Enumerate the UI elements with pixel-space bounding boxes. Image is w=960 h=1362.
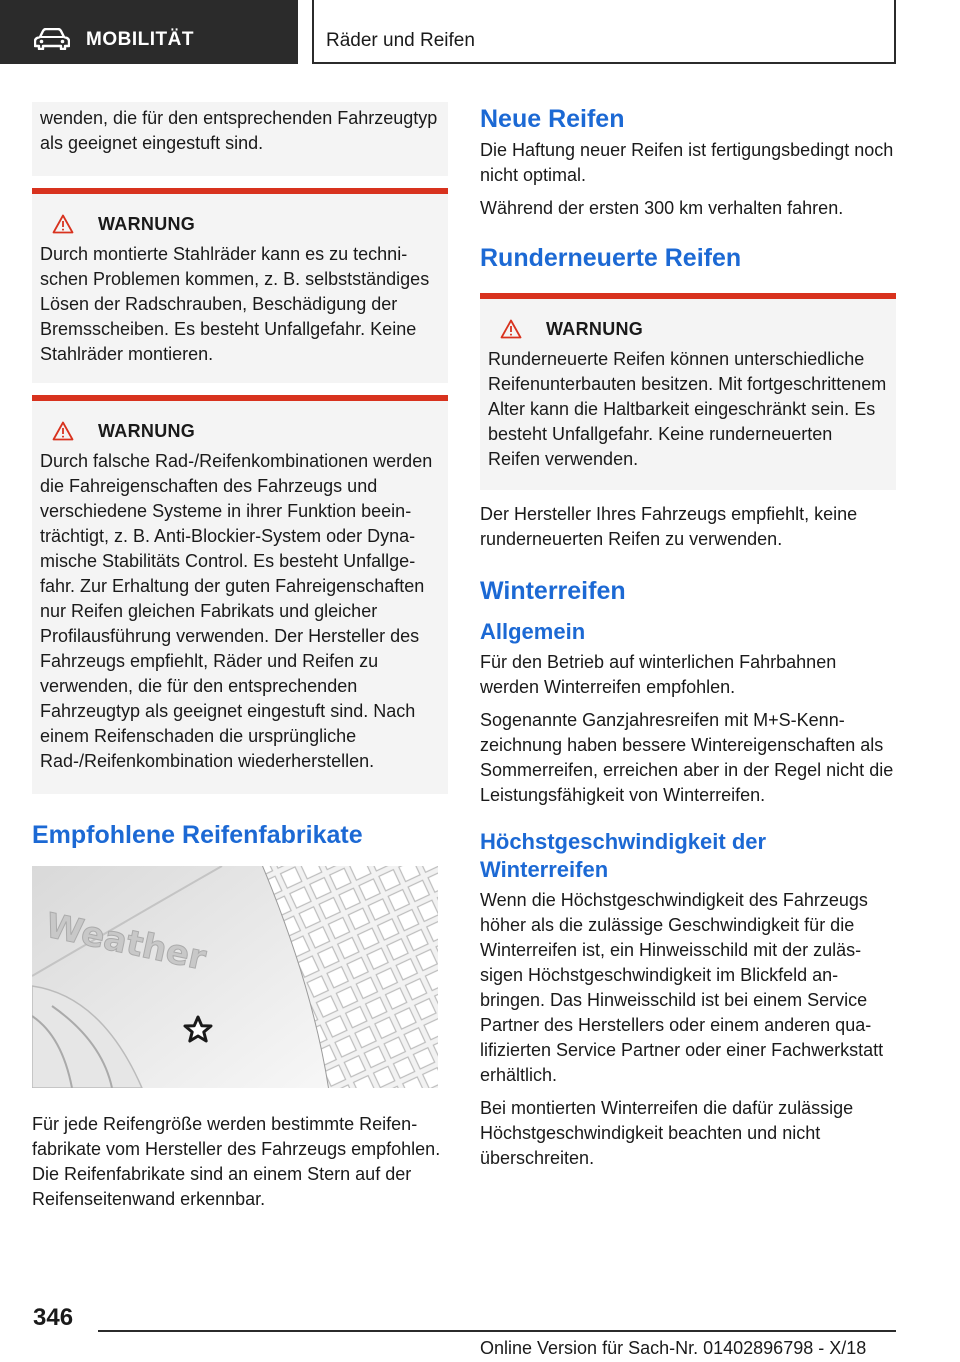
- tire-illustration: [32, 866, 438, 1088]
- continued-text: wenden, die für den entsprechenden Fahrzeugtyp als geeignet eingestuft sind.: [40, 108, 438, 153]
- section-label: MOBILITÄT: [86, 29, 194, 50]
- warning-text: Durch montierte Stahlräder kann es zu technischen Problemen kommen, z. B. selbstständiges Lösen der Radschrauben, Beschädigung der Bremsscheiben. Es besteht Unfallgefahr. Keine Stahlräder montieren.: [40, 244, 430, 364]
- warning-text: Durch falsche Rad-/Reifenkombinationen werden die Fahreigenschaften des Fahrzeugs und verschiedene Systeme in ihrer Funktion beeinträchtigt, z. B. Anti-Blockier-System oder Dynamische Stabilitäts Control. Es besteht Unfallgefahr. Zur Erhaltung der guten Fahreigenschaften nur Reifen gleichen Fabrikats und gleicher Profilausführung verwenden. Der Hersteller des Fahrzeugs empfiehlt, Räder und Reifen zu verwenden, die für den entsprechenden Fahrzeugtyp als geeignet eingestuft sind. Nach einem Reifenschaden die ursprüngliche Rad-/Reifenkombination wiederherstellen.: [40, 451, 433, 771]
- general-text-2: Sogenannte Ganzjahresreifen mit M+S-Kennzeichnung haben bessere Wintereigenschaften als Sommerreifen, erreichen aber in der Regel nicht die Leistungsfähigkeit von Winterreifen.: [480, 710, 894, 805]
- sidewall-lettering: Weather: [42, 905, 210, 979]
- warning-title: WARNUNG: [546, 319, 644, 339]
- right-column: [480, 104, 896, 1179]
- warning-text: Runderneuerte Reifen können unterschiedliche Reifenunterbauten besitzen. Mit fortgeschrittenem Alter kann die Haltbarkeit eingeschränkt sein. Es besteht Unfallgefahr. Keine runderneuerten Reifen verwenden.: [488, 349, 887, 469]
- warning-header: [52, 212, 440, 236]
- tire-sidewall-image: [32, 866, 438, 1088]
- left-column: [32, 102, 448, 1220]
- car-icon: [34, 28, 70, 50]
- general-text-1: Für den Betrieb auf winterlichen Fahrbahnen werden Winterreifen empfohlen.: [480, 652, 837, 697]
- retreaded-text: Der Hersteller Ihres Fahrzeugs empfiehlt, keine runderneuerten Reifen zu verwenden.: [480, 504, 858, 549]
- heading-general: Allgemein: [480, 619, 586, 644]
- max-speed-text-1: Wenn die Höchstgeschwindigkeit des Fahrzeugs höher als die zulässige Geschwindigkeit für die Winterreifen ist, ein Hinweisschild mit der zulässigen Höchstgeschwindigkeit im Blickfeld anbringen. Das Hinweisschild ist bei einem Service Partner des Herstellers oder einem anderen qualifizierten Service Partner oder einer Fachwerkstatt erhältlich.: [480, 890, 884, 1085]
- warning-title: WARNUNG: [98, 214, 196, 234]
- new-tires-text-1: Die Haftung neuer Reifen ist fertigungsbedingt noch nicht optimal.: [480, 140, 894, 185]
- warning-triangle-icon: [52, 214, 74, 234]
- footer-rule: [98, 1330, 896, 1332]
- heading-new-tires: Neue Reifen: [480, 105, 625, 133]
- warning-header: [52, 419, 440, 443]
- warning-triangle-icon: [52, 421, 74, 441]
- continued-box: [32, 102, 448, 176]
- warning-triangle-icon: [500, 319, 522, 339]
- new-tires-text-2: Während der ersten 300 km verhalten fahren.: [480, 198, 844, 218]
- warning-box-steel-wheels: [32, 188, 448, 383]
- warning-box-retreaded: [480, 293, 896, 490]
- page-number: 346: [33, 1304, 74, 1331]
- header-title-box: [312, 0, 896, 64]
- warning-box-wheel-combination: [32, 395, 448, 794]
- chapter-title: Räder und Reifen: [326, 30, 475, 51]
- warning-header: [500, 317, 888, 341]
- header-section-bar: [0, 0, 298, 64]
- warning-title: WARNUNG: [98, 421, 196, 441]
- heading-winter-tires: Winterreifen: [480, 577, 626, 605]
- heading-max-speed: Höchstgeschwindigkeit der Winterreifen: [480, 829, 767, 882]
- footer-version-text: Online Version für Sach-Nr. 01402896798 - X/18: [480, 1338, 867, 1358]
- heading-recommended-brands: Empfohlene Reifenfabrikate: [32, 821, 363, 849]
- heading-retreaded-tires: Runderneuerte Reifen: [480, 244, 742, 272]
- recommended-brands-text: Für jede Reifengröße werden bestimmte Reifenfabrikate vom Hersteller des Fahrzeugs empfohlen. Die Reifenfabrikate sind an einem Stern auf der Reifenseitenwand erkennbar.: [32, 1114, 441, 1209]
- max-speed-text-2: Bei montierten Winterreifen die dafür zulässige Höchstgeschwindigkeit beachten und nicht überschreiten.: [480, 1098, 854, 1168]
